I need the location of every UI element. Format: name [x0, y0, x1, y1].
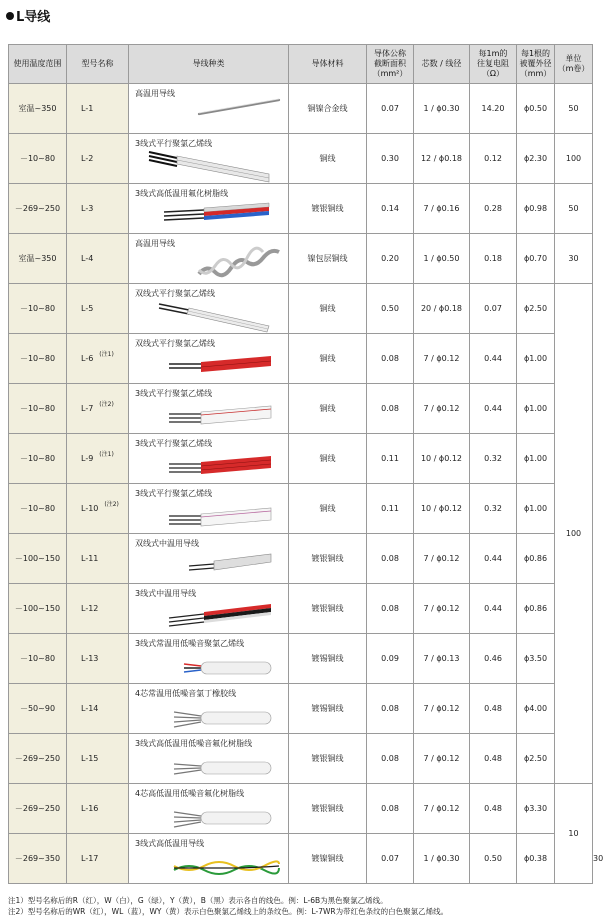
- temperature-range-cell: －100~150: [9, 534, 67, 584]
- model-name: L-7: [81, 404, 94, 413]
- wire-type-label: 3线式高低温用氟化树脂线: [135, 189, 229, 198]
- cross-section-area-cell: 0.08: [367, 684, 414, 734]
- wire-type-cell: [129, 234, 289, 284]
- outer-diameter-cell: ϕ3.30: [517, 784, 555, 834]
- cross-section-area-cell: 0.08: [367, 384, 414, 434]
- table-row: [9, 734, 593, 784]
- resistance-cell: 0.44: [470, 384, 517, 434]
- resistance-cell: 0.44: [470, 584, 517, 634]
- temperature-range-cell: －269~250: [9, 734, 67, 784]
- table-row: [9, 284, 593, 334]
- cores-diameter-cell: 7 / ϕ0.16: [414, 184, 470, 234]
- header-outer-diameter: 每1根的 被覆外径 （mm）: [517, 45, 555, 84]
- conductor-material-cell: 镀锡铜线: [289, 634, 367, 684]
- header-cores: 芯数 / 线径: [414, 45, 470, 84]
- conductor-material-cell: 镀银铜线: [289, 584, 367, 634]
- outer-diameter-cell: ϕ2.50: [517, 734, 555, 784]
- model-name-cell: [67, 784, 129, 834]
- outer-diameter-cell: ϕ0.70: [517, 234, 555, 284]
- conductor-material-cell: 镀镍铜线: [289, 834, 367, 884]
- cores-diameter-cell: 1 / ϕ0.30: [414, 84, 470, 134]
- model-name-cell: [67, 384, 129, 434]
- cross-section-area-cell: 0.08: [367, 784, 414, 834]
- wire-type-label: 3线式高低温用低噪音氟化树脂线: [135, 739, 253, 748]
- cross-section-area-cell: 0.11: [367, 434, 414, 484]
- conductor-material-cell: 镀银铜线: [289, 734, 367, 784]
- temperature-range-cell: －10~80: [9, 434, 67, 484]
- table-row: [9, 684, 593, 734]
- cores-diameter-cell: 7 / ϕ0.13: [414, 634, 470, 684]
- wire-type-cell: [129, 584, 289, 634]
- model-name-cell: [67, 284, 129, 334]
- cores-diameter-cell: 10 / ϕ0.12: [414, 484, 470, 534]
- cross-section-area-cell: 0.09: [367, 634, 414, 684]
- cross-section-area-cell: 0.07: [367, 834, 414, 884]
- table-row: [9, 784, 593, 834]
- model-name-cell: [67, 684, 129, 734]
- conductor-material-cell: 铜线: [289, 484, 367, 534]
- outer-diameter-cell: ϕ3.50: [517, 634, 555, 684]
- bullet-dot-icon: [6, 12, 14, 20]
- wire-type-label: 3线式中温用导线: [135, 589, 197, 598]
- unit-length-cell: 100: [555, 134, 593, 184]
- model-name-cell: [67, 234, 129, 284]
- resistance-cell: 0.46: [470, 634, 517, 684]
- resistance-cell: 0.18: [470, 234, 517, 284]
- conductor-material-cell: 镀银铜线: [289, 784, 367, 834]
- model-footnote-marker: (注2): [99, 401, 114, 408]
- cores-diameter-cell: 7 / ϕ0.12: [414, 734, 470, 784]
- temperature-range-cell: －10~80: [9, 634, 67, 684]
- model-name: L-13: [81, 654, 99, 663]
- table-row: [9, 534, 593, 584]
- unit-length-cell: 10: [555, 784, 593, 884]
- wire-type-cell: [129, 684, 289, 734]
- table-row: [9, 234, 593, 284]
- cross-section-area-cell: 0.30: [367, 134, 414, 184]
- wire-type-label: 高温用导线: [135, 239, 175, 248]
- model-name: L-16: [81, 804, 99, 813]
- model-name: L-10: [81, 504, 99, 513]
- model-name: L-6: [81, 354, 94, 363]
- resistance-cell: 0.07: [470, 284, 517, 334]
- wire-type-cell: [129, 134, 289, 184]
- temperature-range-cell: －10~80: [9, 284, 67, 334]
- model-footnote-marker: (注1): [99, 451, 114, 458]
- table-row: [9, 184, 593, 234]
- model-name: L-1: [81, 104, 94, 113]
- cross-section-area-cell: 0.07: [367, 84, 414, 134]
- conductor-material-cell: 镀银铜线: [289, 534, 367, 584]
- model-name: L-9: [81, 454, 94, 463]
- wire-type-cell: [129, 84, 289, 134]
- model-name: L-15: [81, 754, 99, 763]
- wire-type-label: 双线式平行聚氯乙烯线: [135, 339, 215, 348]
- table-row: [9, 134, 593, 184]
- resistance-cell: 0.50: [470, 834, 517, 884]
- unit-length-cell: 100: [555, 284, 593, 784]
- unit-length-cell: 50: [555, 84, 593, 134]
- outer-diameter-cell: ϕ1.00: [517, 384, 555, 434]
- wire-type-cell: [129, 734, 289, 784]
- resistance-cell: 0.44: [470, 534, 517, 584]
- wire-type-label: 4芯高低温用低噪音氟化树脂线: [135, 789, 245, 798]
- table-row: [9, 584, 593, 634]
- model-footnote-marker: (注1): [99, 351, 114, 358]
- conductor-material-cell: 铜线: [289, 284, 367, 334]
- model-name: L-4: [81, 254, 94, 263]
- model-name-cell: [67, 584, 129, 634]
- outer-diameter-cell: ϕ1.00: [517, 434, 555, 484]
- wire-type-cell: [129, 384, 289, 434]
- outer-diameter-cell: ϕ2.50: [517, 284, 555, 334]
- wire-type-label: 3线式平行聚氯乙烯线: [135, 389, 213, 398]
- model-name: L-14: [81, 704, 99, 713]
- wire-type-label: 3线式平行聚氯乙烯线: [135, 139, 213, 148]
- resistance-cell: 0.12: [470, 134, 517, 184]
- page-title: [6, 6, 50, 25]
- model-name: L-2: [81, 154, 94, 163]
- cross-section-area-cell: 0.50: [367, 284, 414, 334]
- conductor-material-cell: 铜线: [289, 434, 367, 484]
- page-title-text: L导线: [16, 10, 51, 25]
- cross-section-area-cell: 0.14: [367, 184, 414, 234]
- header-model: 型号名称: [67, 45, 129, 84]
- wire-type-cell: [129, 484, 289, 534]
- table-row: [9, 84, 593, 134]
- wire-type-label: 高温用导线: [135, 89, 175, 98]
- temperature-range-cell: －269~250: [9, 784, 67, 834]
- header-area: 导体公称 截断面积 （mm²）: [367, 45, 414, 84]
- temperature-range-cell: 室温~350: [9, 234, 67, 284]
- conductor-material-cell: 铜线: [289, 334, 367, 384]
- resistance-cell: 0.48: [470, 784, 517, 834]
- conductor-material-cell: 镍包层铜线: [289, 234, 367, 284]
- model-name: L-17: [81, 854, 99, 863]
- model-name-cell: [67, 184, 129, 234]
- temperature-range-cell: －50~90: [9, 684, 67, 734]
- lead-wire-spec-table: [8, 44, 603, 884]
- table-row: [9, 334, 593, 384]
- cores-diameter-cell: 1 / ϕ0.30: [414, 834, 470, 884]
- model-name-cell: [67, 734, 129, 784]
- wire-type-cell: [129, 634, 289, 684]
- resistance-cell: 0.48: [470, 734, 517, 784]
- table-row: －269~350 L-17 3线式高低温用导线 镀镍铜线 0.07 1 / ϕ0.30 0.50 ϕ0.38 30: [9, 834, 593, 884]
- wire-type-label: 3线式高低温用导线: [135, 839, 205, 848]
- table-row: [9, 434, 593, 484]
- cores-diameter-cell: 12 / ϕ0.18: [414, 134, 470, 184]
- table-row: [9, 484, 593, 534]
- cores-diameter-cell: 7 / ϕ0.12: [414, 334, 470, 384]
- outer-diameter-cell: ϕ2.30: [517, 134, 555, 184]
- wire-type-cell: [129, 184, 289, 234]
- model-name-cell: [67, 134, 129, 184]
- model-name-cell: [67, 434, 129, 484]
- table-row: [9, 634, 593, 684]
- wire-type-cell: [129, 784, 289, 834]
- model-name: L-12: [81, 604, 99, 613]
- temperature-range-cell: －10~80: [9, 384, 67, 434]
- wire-type-cell: [129, 534, 289, 584]
- wire-type-label: 双线式中温用导线: [135, 539, 199, 548]
- model-name-cell: [67, 634, 129, 684]
- model-name-cell: [67, 534, 129, 584]
- model-footnote-marker: (注2): [104, 501, 119, 508]
- model-name: L-11: [81, 554, 99, 563]
- wire-type-label: 3线式平行聚氯乙烯线: [135, 439, 213, 448]
- model-name-cell: [67, 84, 129, 134]
- outer-diameter-cell: ϕ0.50: [517, 84, 555, 134]
- wire-type-cell: [129, 334, 289, 384]
- wire-type-cell: [129, 434, 289, 484]
- cross-section-area-cell: 0.08: [367, 334, 414, 384]
- cross-section-area-cell: 0.08: [367, 584, 414, 634]
- outer-diameter-cell: ϕ0.86: [517, 584, 555, 634]
- cores-diameter-cell: 7 / ϕ0.12: [414, 534, 470, 584]
- model-name-cell: [67, 484, 129, 534]
- table-header-row: [9, 45, 593, 84]
- table-row: [9, 384, 593, 434]
- model-name-cell: [67, 834, 129, 884]
- wire-type-cell: [129, 284, 289, 334]
- resistance-cell: 0.28: [470, 184, 517, 234]
- outer-diameter-cell: ϕ1.00: [517, 484, 555, 534]
- wire-type-label: 3线式平行聚氯乙烯线: [135, 489, 213, 498]
- header-wire-type: 导线种类: [129, 45, 289, 84]
- model-name: L-5: [81, 304, 94, 313]
- header-resistance: 每1m的 往复电阻 （Ω）: [470, 45, 517, 84]
- conductor-material-cell: 铜线: [289, 384, 367, 434]
- cross-section-area-cell: 0.08: [367, 734, 414, 784]
- model-name: L-3: [81, 204, 94, 213]
- temperature-range-cell: －10~80: [9, 484, 67, 534]
- temperature-range-cell: 室温~350: [9, 84, 67, 134]
- resistance-cell: 0.44: [470, 334, 517, 384]
- header-unit: 单位 （m卷）: [555, 45, 593, 84]
- cross-section-area-cell: 0.11: [367, 484, 414, 534]
- temperature-range-cell: －100~150: [9, 584, 67, 634]
- cores-diameter-cell: 7 / ϕ0.12: [414, 784, 470, 834]
- cores-diameter-cell: 20 / ϕ0.18: [414, 284, 470, 334]
- outer-diameter-cell: ϕ4.00: [517, 684, 555, 734]
- footnotes: [8, 895, 448, 917]
- temperature-range-cell: －10~80: [9, 334, 67, 384]
- outer-diameter-cell: ϕ0.98: [517, 184, 555, 234]
- conductor-material-cell: 铜线: [289, 134, 367, 184]
- wire-type-cell: [129, 834, 289, 884]
- temperature-range-cell: －10~80: [9, 134, 67, 184]
- header-material: 导体材料: [289, 45, 367, 84]
- header-temp: 使用温度范围: [9, 45, 67, 84]
- cores-diameter-cell: 7 / ϕ0.12: [414, 584, 470, 634]
- cross-section-area-cell: 0.20: [367, 234, 414, 284]
- wire-type-label: 4芯常温用低噪音氯丁橡胶线: [135, 689, 237, 698]
- wire-type-label: 3线式常温用低噪音聚氯乙烯线: [135, 639, 245, 648]
- resistance-cell: 0.32: [470, 484, 517, 534]
- cores-diameter-cell: 7 / ϕ0.12: [414, 384, 470, 434]
- cross-section-area-cell: 0.08: [367, 534, 414, 584]
- cores-diameter-cell: 1 / ϕ0.50: [414, 234, 470, 284]
- footnote-2: 注2）型号名称后的WR（红），WL（蓝），WY（黄）表示白色聚氯乙烯线上的条纹色。例：L-7WR为带红色条纹的白色聚氯乙烯线。: [8, 907, 449, 916]
- outer-diameter-cell: ϕ0.38: [517, 834, 555, 884]
- temperature-range-cell: －269~350: [9, 834, 67, 884]
- footnote-1: 注1）型号名称后的R（红），W（白），G（绿），Y（黄），B（黑）表示各自的线色。例：L-6B为黑色聚氯乙烯线。: [8, 896, 388, 905]
- conductor-material-cell: 铜镍合金线: [289, 84, 367, 134]
- resistance-cell: 14.20: [470, 84, 517, 134]
- unit-length-cell: 50: [555, 184, 593, 234]
- resistance-cell: 0.32: [470, 434, 517, 484]
- cores-diameter-cell: 10 / ϕ0.12: [414, 434, 470, 484]
- conductor-material-cell: 镀锡铜线: [289, 684, 367, 734]
- unit-length-cell: 30: [555, 234, 593, 284]
- cores-diameter-cell: 7 / ϕ0.12: [414, 684, 470, 734]
- resistance-cell: 0.48: [470, 684, 517, 734]
- wire-type-label: 双线式平行聚氯乙烯线: [135, 289, 215, 298]
- outer-diameter-cell: ϕ1.00: [517, 334, 555, 384]
- outer-diameter-cell: ϕ0.86: [517, 534, 555, 584]
- temperature-range-cell: －269~250: [9, 184, 67, 234]
- conductor-material-cell: 镀银铜线: [289, 184, 367, 234]
- model-name-cell: [67, 334, 129, 384]
